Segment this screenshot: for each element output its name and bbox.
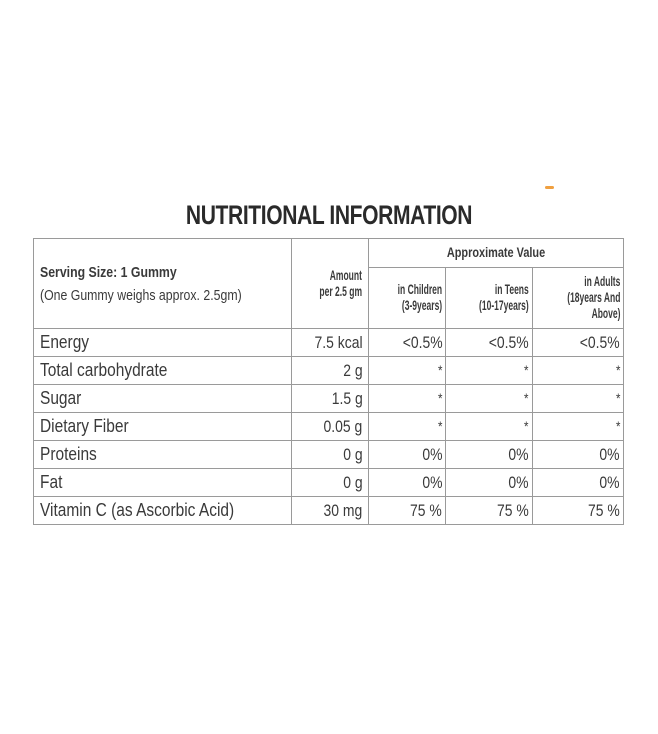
adults-value: <0.5% — [580, 332, 620, 352]
table-row — [34, 469, 624, 497]
table-row — [34, 385, 624, 413]
table-row — [34, 441, 624, 469]
amount-header-line1: Amount — [329, 266, 362, 283]
approx-value-header — [368, 239, 623, 268]
serving-size-header — [34, 239, 292, 329]
orange-accent-mark — [545, 186, 554, 189]
teens-value: <0.5% — [488, 332, 529, 352]
nutrient-name: Dietary Fiber — [40, 416, 129, 436]
children-header-line2: (3-9years) — [401, 297, 443, 313]
nutrient-amount: 0.05 g — [323, 416, 363, 436]
nutrient-amount: 0 g — [343, 472, 363, 492]
nutrient-name: Energy — [40, 332, 90, 352]
table-row — [34, 497, 624, 525]
nutrient-amount: 30 mg — [323, 500, 363, 520]
adults-value: * — [615, 417, 620, 434]
nutrient-name: Total carbohydrate — [40, 360, 168, 380]
adults-header-line3: Above) — [591, 305, 620, 321]
nutrient-amount: 7.5 kcal — [314, 332, 363, 352]
nutrient-name: Proteins — [40, 444, 97, 464]
teens-value: 75 % — [496, 500, 529, 520]
teens-header-line2: (10-17years) — [478, 297, 529, 313]
children-value: 0% — [422, 472, 443, 492]
nutrient-amount: 2 g — [343, 360, 363, 380]
children-value: * — [437, 417, 443, 434]
header-row-top — [34, 239, 624, 268]
children-value: 75 % — [410, 500, 443, 520]
serving-size-note: (One Gummy weighs approx. 2.5gm) — [40, 286, 242, 304]
table-row — [34, 357, 624, 385]
children-value: 0% — [422, 444, 443, 464]
adults-header-line1: in Adults — [583, 273, 620, 289]
table-row — [34, 413, 624, 441]
nutrition-table — [33, 238, 624, 525]
nutrient-amount: 0 g — [343, 444, 363, 464]
nutrient-name: Vitamin C (as Ascorbic Acid) — [40, 500, 235, 520]
amount-header-line2: per 2.5 gm — [319, 282, 362, 299]
adults-header — [532, 268, 623, 329]
approx-value-label: Approximate Value — [446, 244, 546, 260]
adults-value: * — [615, 389, 620, 406]
adults-value: 75 % — [588, 500, 620, 520]
children-value: <0.5% — [402, 332, 443, 352]
serving-size-label: Serving Size: 1 Gummy — [40, 263, 177, 281]
nutrient-amount: 1.5 g — [331, 388, 363, 408]
teens-value: * — [524, 389, 529, 406]
children-header — [368, 268, 446, 329]
teens-value: 0% — [508, 444, 529, 464]
adults-value: * — [615, 361, 620, 378]
teens-value: * — [524, 361, 529, 378]
children-value: * — [437, 389, 443, 406]
nutrient-name: Fat — [40, 472, 63, 492]
teens-value: * — [524, 417, 529, 434]
adults-value: 0% — [599, 472, 620, 492]
children-value: * — [437, 361, 443, 378]
children-header-line1: in Children — [397, 281, 443, 297]
adults-header-line2: (18years And — [566, 289, 620, 305]
teens-header — [446, 268, 532, 329]
nutrient-name: Sugar — [40, 388, 82, 408]
teens-header-line1: in Teens — [494, 281, 529, 297]
table-row — [34, 329, 624, 357]
adults-value: 0% — [599, 444, 620, 464]
amount-header — [291, 239, 368, 329]
page-title: NUTRITIONAL INFORMATION — [185, 200, 473, 230]
teens-value: 0% — [508, 472, 529, 492]
